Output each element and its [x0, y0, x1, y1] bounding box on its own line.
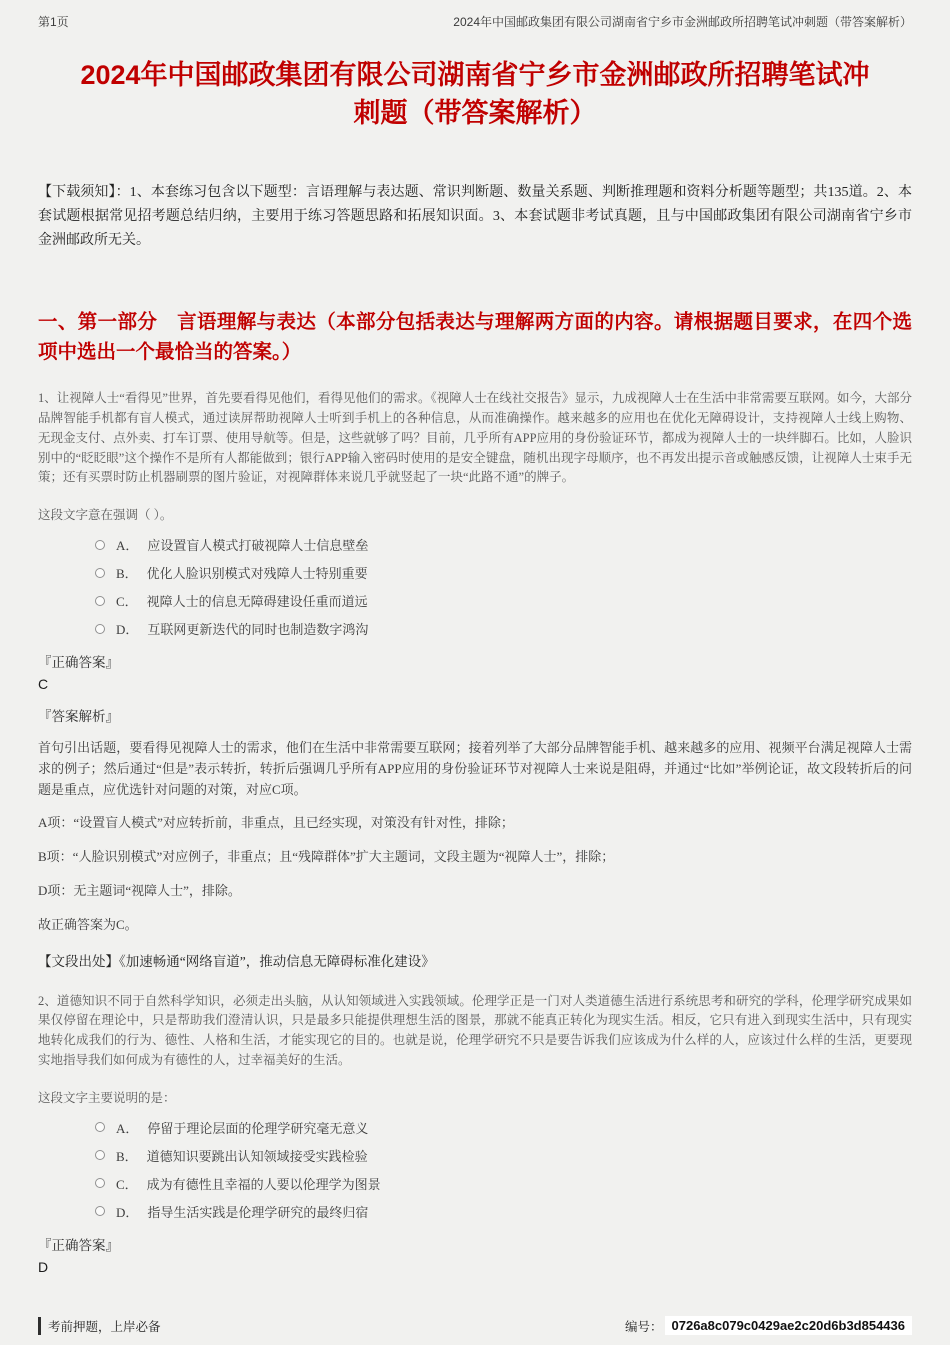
option-text: 指导生活实践是伦理学研究的最终归宿 — [147, 1204, 369, 1220]
question-2-option-a[interactable] — [95, 1118, 912, 1137]
question-1-option-a[interactable] — [95, 535, 912, 554]
serial-label: 编号： — [624, 1319, 663, 1334]
section-heading: 一、第一部分 言语理解与表达（本部分包括表达与理解两方面的内容。请根据题目要求，在四个选项中选出一个最恰当的答案。） — [38, 310, 912, 364]
question-1-option-b[interactable] — [95, 563, 912, 582]
option-label: D． — [116, 1204, 139, 1220]
question-1-prompt: 这段文字意在强调（ ）。 — [38, 508, 173, 523]
question-1-analysis-option-b: B项：“人脸识别模式”对应例子，非重点；且“残障群体”扩大主题词，文段主题为“视障人士”，排除； — [38, 849, 615, 865]
option-text: 优化人脸识别模式对残障人士特别重要 — [146, 566, 368, 582]
option-label: A． — [116, 1120, 139, 1136]
option-label: C． — [116, 594, 138, 610]
question-1-answer-value: C — [38, 676, 49, 693]
option-label: B． — [116, 1148, 138, 1164]
option-text: 成为有德性且幸福的人要以伦理学为图景 — [146, 1176, 381, 1192]
question-1-analysis-main: 首句引出话题，要看得见视障人士的需求，他们在生活中非常需要互联网；接着列举了大部分品牌智能手机、越来越多的应用、视频平台满足视障人士需求的例子；然后通过“但是”表示转折，转折后强调几乎所有APP应用的身份验证环节对视障人士来说是阻碍，并通过“比如”举例论证，故文段转折后的问题是重点，应优选针对问题的对策，对应C项。 — [38, 740, 912, 797]
question-2-option-c[interactable] — [95, 1174, 912, 1193]
option-text: 道德知识要跳出认知领域接受实践检验 — [146, 1148, 368, 1164]
question-2-options — [38, 1118, 912, 1221]
document-title: 2024年中国邮政集团有限公司湖南省宁乡市金洲邮政所招聘笔试冲刺题（带答案解析） — [80, 60, 870, 129]
radio-icon[interactable] — [95, 568, 105, 578]
question-1-analysis-option-a: A项：“设置盲人模式”对应转折前，非重点，且已经实现，对策没有针对性，排除； — [38, 815, 514, 831]
question-2-option-d[interactable] — [95, 1202, 912, 1221]
download-notice: 【下载须知】：1、本套练习包含以下题型：言语理解与表达题、常识判断题、数量关系题、判断推理题和资料分析题等题型；共135道。2、本套试题根据常见招考题总结归纳，主要用于练习答题思路和拓展知识面。3、本套试题非考试真题，且与中国邮政集团有限公司湖南省宁乡市金洲邮政所无关。 — [38, 184, 912, 248]
question-1-analysis-option-d: D项：无主题词“视障人士”，排除。 — [38, 883, 241, 899]
question-1-analysis-conclusion: 故正确答案为C。 — [38, 916, 138, 932]
question-2-prompt: 这段文字主要说明的是： — [38, 1090, 176, 1105]
footer-slogan: 考前押题，上岸必备 — [38, 1317, 161, 1335]
question-1-analysis-label: 『答案解析』 — [38, 709, 119, 725]
option-text: 视障人士的信息无障碍建设任重而道远 — [146, 594, 368, 610]
page-header — [38, 13, 912, 30]
serial-code: 0726a8c079c0429ae2c20d6b3d854436 — [665, 1316, 913, 1335]
option-text: 停留于理论层面的伦理学研究毫无意义 — [147, 1120, 369, 1136]
radio-icon[interactable] — [95, 624, 105, 634]
question-1-options — [38, 535, 912, 638]
question-1-option-c[interactable] — [95, 591, 912, 610]
option-label: C． — [116, 1176, 138, 1192]
radio-icon[interactable] — [95, 1150, 105, 1160]
option-label: B． — [116, 566, 138, 582]
option-label: D． — [116, 622, 139, 638]
question-2-option-b[interactable] — [95, 1146, 912, 1165]
question-1-option-d[interactable] — [95, 619, 912, 638]
option-label: A． — [116, 538, 139, 554]
radio-icon[interactable] — [95, 1178, 105, 1188]
running-title: 2024年中国邮政集团有限公司湖南省宁乡市金洲邮政所招聘笔试冲刺题（带答案解析） — [453, 15, 912, 29]
question-1-source: 【文段出处】《加速畅通“网络盲道”，推动信息无障碍标准化建设》 — [38, 953, 435, 969]
question-2-text: 2、道德知识不同于自然科学知识，必须走出头脑，从认知领域进入实践领域。伦理学正是一门对人类道德生活进行系统思考和研究的学科，伦理学研究成果如果仅停留在理论中，只是帮助我们澄清认识，只是最多只能提供理想生活的图景，那就不能真正转化为现实生活。相反，它只有进入到现实生活中，只有现实地转化成我们的行为、德性、人格和生活，才能实现它的目的。也就是说，伦理学研究不只是要告诉我们应该成为什么样的人，应该过什么样的生活，更要现实地指导我们如何成为有德性的人，过幸福美好的生活。 — [38, 993, 912, 1067]
footer-serial — [625, 1316, 912, 1335]
page-number: 第1页 — [38, 15, 69, 29]
radio-icon[interactable] — [95, 540, 105, 550]
option-text: 互联网更新迭代的同时也制造数字鸿沟 — [147, 622, 369, 638]
option-text: 应设置盲人模式打破视障人士信息壁垒 — [147, 538, 369, 554]
radio-icon[interactable] — [95, 1206, 105, 1216]
question-2-answer-value: D — [38, 1258, 49, 1275]
radio-icon[interactable] — [95, 596, 105, 606]
page-footer — [38, 1316, 912, 1335]
question-1-text: 1、让视障人士“看得见”世界，首先要看得见他们，看得见他们的需求。《视障人士在线社交报告》显示，九成视障人士在生活中非常需要互联网。如今，大部分品牌智能手机都有盲人模式，通过读屏帮助视障人士听到手机上的各种信息，从而准确操作。越来越多的应用也在优化无障碍设计，支持视障人士线上购物、无现金支付、点外卖、打车订票、使用导航等。但是，这些就够了吗？目前，几乎所有APP应用的身份验证环节，都成为视障人士的一块绊脚石。比如，人脸识别中的“眨眨眼”这个操作不是所有人都能做到；银行APP输入密码时使用的是安全键盘，随机出现字母顺序，也不再发出提示音或触感反馈，让视障人士束手无策；还有买票时防止机器刷票的图片验证，对视障群体来说几乎就竖起了一块“此路不通”的牌子。 — [38, 391, 912, 485]
radio-icon[interactable] — [95, 1122, 105, 1132]
question-2-answer-label: 『正确答案』 — [38, 1237, 119, 1253]
question-1-answer-label: 『正确答案』 — [38, 655, 119, 671]
